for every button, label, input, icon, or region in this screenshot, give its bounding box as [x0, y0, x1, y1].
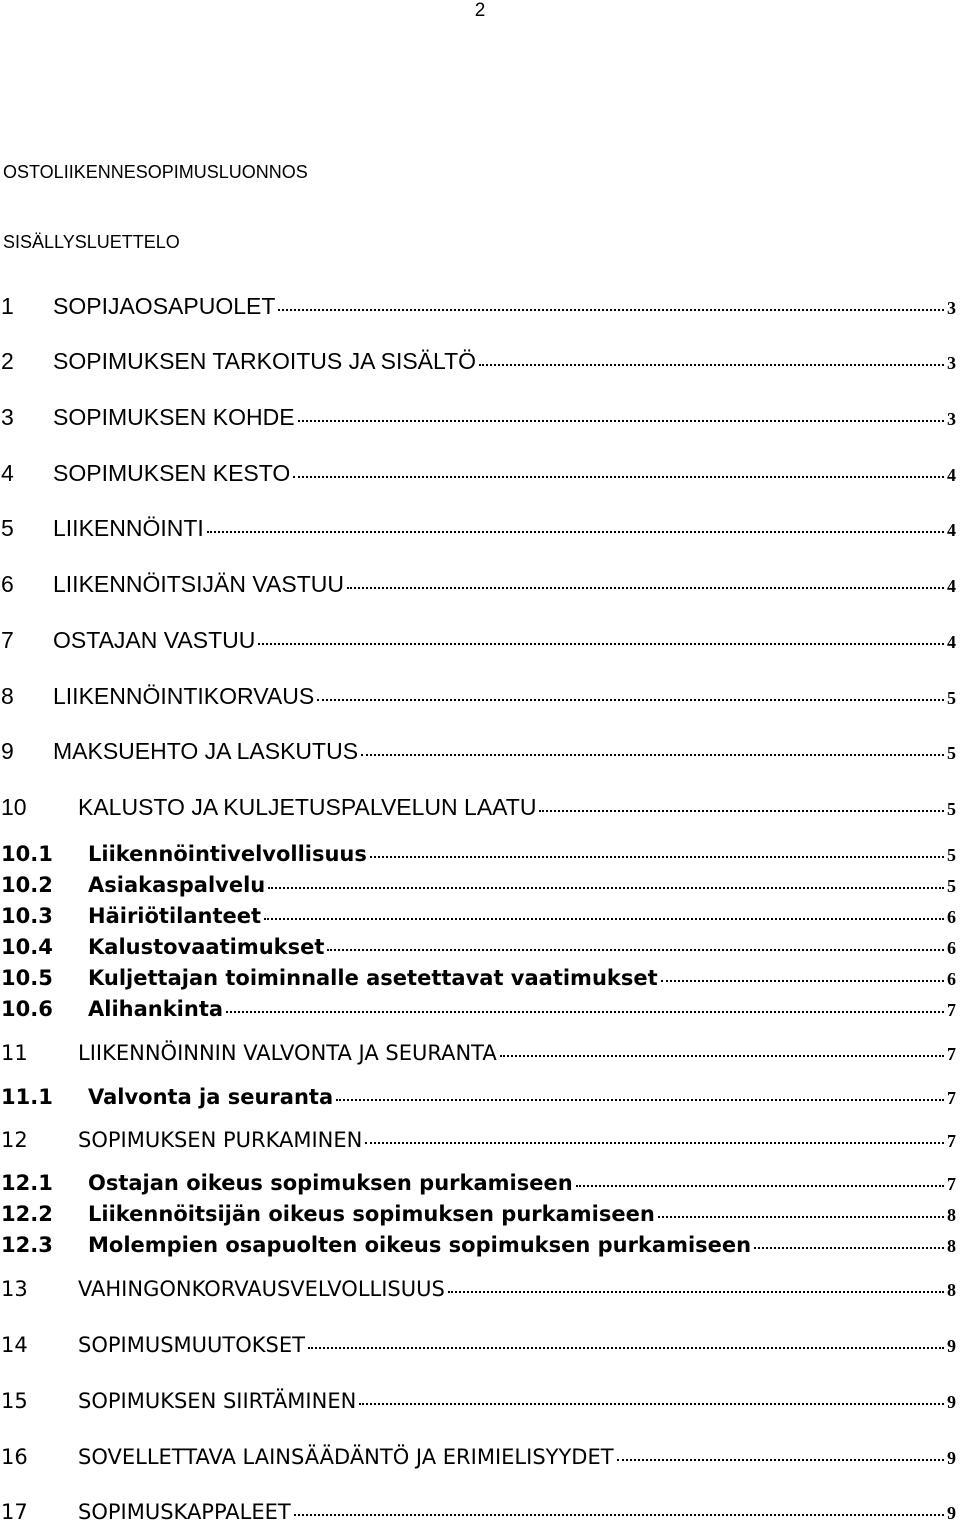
dot-leader [226, 1011, 944, 1013]
toc-entry-label: SOPIMUKSEN SIIRTÄMINEN [78, 1389, 357, 1413]
toc-entry-label: Asiakaspalvelu [88, 873, 266, 897]
document-title: OSTOLIIKENNESOPIMUSLUONNOS [3, 162, 308, 182]
dot-leader [500, 1055, 944, 1057]
dot-leader [479, 364, 944, 366]
toc-entry[interactable] [0, 291, 956, 323]
toc-entry[interactable] [0, 513, 956, 545]
toc-entry-number: 17 [1, 1500, 28, 1524]
toc-entry-label: VAHINGONKORVAUSVELVOLLISUUS [78, 1277, 445, 1301]
toc-entry[interactable] [0, 681, 956, 713]
dot-leader [308, 1347, 944, 1349]
toc-entry-label: Kuljettajan toiminnalle asetettavat vaatimukset [88, 966, 658, 990]
toc-entry-number: 4 [1, 460, 14, 486]
dot-leader [317, 699, 944, 701]
toc-entry-number: 10.5 [1, 966, 53, 990]
toc-entry-number: 13 [1, 1277, 28, 1301]
toc-entry-label: Molempien osapuolten oikeus sopimuksen purkamiseen [88, 1233, 752, 1257]
toc-entry-number: 8 [1, 683, 14, 709]
toc-entry-label: Kalustovaatimukset [88, 935, 325, 959]
toc-entry-page: 9 [947, 1503, 956, 1523]
toc-entry-page: 8 [947, 1236, 956, 1256]
toc-entry-label: SOVELLETTAVA LAINSÄÄDÄNTÖ JA ERIMIELISYYDET [78, 1445, 614, 1469]
toc-entry-number: 10.4 [1, 935, 53, 959]
toc-entry-page: 4 [947, 465, 956, 485]
toc-entry-label: Liikennöintivelvollisuus [88, 842, 367, 866]
dot-leader [268, 887, 944, 889]
dot-leader [617, 1459, 944, 1461]
toc-entry-label: MAKSUEHTO JA LASKUTUS [53, 738, 359, 764]
toc-entry[interactable] [0, 1330, 956, 1361]
toc-entry[interactable] [0, 1231, 956, 1260]
toc-entry-label: Valvonta ja seuranta [88, 1085, 334, 1109]
toc-entry[interactable] [0, 458, 956, 490]
toc-entry[interactable] [0, 1038, 956, 1069]
toc-entry-number: 1 [1, 293, 14, 319]
toc-entry-label: LIIKENNÖINTI [53, 515, 204, 541]
toc-entry[interactable] [0, 964, 956, 993]
toc-entry-page: 9 [947, 1336, 956, 1356]
toc-entry-page: 7 [947, 1044, 956, 1064]
dot-leader [361, 754, 944, 756]
toc-entry-page: 7 [947, 1174, 956, 1194]
toc-entry-number: 16 [1, 1445, 28, 1469]
toc-entry-number: 11.1 [1, 1085, 53, 1109]
toc-entry-number: 12.2 [1, 1202, 53, 1226]
toc-entry[interactable] [0, 402, 956, 434]
dot-leader [448, 1291, 944, 1293]
toc-entry-page: 6 [947, 938, 956, 958]
page-number: 2 [474, 0, 486, 21]
toc-entry-label: SOPIJAOSAPUOLET [53, 293, 276, 319]
toc-entry[interactable] [0, 1442, 956, 1473]
toc-heading: SISÄLLYSLUETTELO [3, 232, 180, 252]
toc-entry-page: 8 [947, 1280, 956, 1300]
toc-entry-page: 6 [947, 907, 956, 927]
toc-entry-page: 7 [947, 1131, 956, 1151]
toc-entry[interactable] [0, 569, 956, 601]
toc-entry[interactable] [0, 1386, 956, 1417]
dot-leader [278, 309, 944, 311]
toc-entry-number: 10.1 [1, 842, 53, 866]
toc-entry-page: 9 [947, 1392, 956, 1412]
toc-entry[interactable] [0, 995, 956, 1024]
toc-entry-label: SOPIMUKSEN KOHDE [53, 404, 295, 430]
toc-entry[interactable] [0, 840, 956, 869]
toc-entry-page: 3 [947, 298, 956, 318]
toc-entry-label: SOPIMUKSEN TARKOITUS JA SISÄLTÖ [53, 348, 477, 374]
toc-entry[interactable] [0, 902, 956, 931]
toc-entry-number: 2 [1, 348, 14, 374]
toc-entry-label: KALUSTO JA KULJETUSPALVELUN LAATU [78, 794, 537, 820]
toc-entry-number: 12 [1, 1128, 28, 1152]
dot-leader [370, 856, 944, 858]
dot-leader [298, 420, 944, 422]
toc-entry[interactable] [0, 1125, 956, 1156]
toc-entry-label: Alihankinta [88, 997, 224, 1021]
dot-leader [359, 1403, 944, 1405]
toc-entry-number: 9 [1, 738, 14, 764]
toc-entry-page: 4 [947, 520, 956, 540]
toc-entry-label: Häiriötilanteet [88, 904, 262, 928]
toc-entry-label: Liikennöitsijän oikeus sopimuksen purkamiseen [88, 1202, 655, 1226]
dot-leader [293, 476, 944, 478]
toc-entry-page: 4 [947, 632, 956, 652]
toc-entry[interactable] [0, 792, 956, 824]
toc-entry-number: 12.3 [1, 1233, 53, 1257]
toc-entry[interactable] [0, 933, 956, 962]
dot-leader [347, 587, 944, 589]
toc-entry-number: 12.1 [1, 1171, 53, 1195]
dot-leader [327, 949, 944, 951]
toc-entry-page: 7 [947, 1000, 956, 1020]
toc-entry-number: 5 [1, 515, 14, 541]
toc-entry-page: 7 [947, 1088, 956, 1108]
toc-entry-label: LIIKENNÖINTIKORVAUS [53, 683, 315, 709]
toc-entry-number: 10.2 [1, 873, 53, 897]
toc-entry-label: LIIKENNÖITSIJÄN VASTUU [53, 571, 344, 597]
toc-entry[interactable] [0, 346, 956, 378]
toc-entry[interactable] [0, 1083, 956, 1112]
dot-leader [365, 1142, 944, 1144]
dot-leader [539, 810, 944, 812]
toc-entry-label: SOPIMUKSEN PURKAMINEN [78, 1128, 363, 1152]
toc-entry-label: OSTAJAN VASTUU [53, 627, 256, 653]
toc-entry-page: 5 [947, 799, 956, 819]
toc-entry-label: SOPIMUSMUUTOKSET [78, 1333, 305, 1357]
toc-entry-number: 11 [1, 1041, 28, 1065]
toc-entry-page: 5 [947, 876, 956, 896]
toc-entry[interactable] [0, 1497, 956, 1528]
toc-entry-label: Ostajan oikeus sopimuksen purkamiseen [88, 1171, 573, 1195]
toc-entry-page: 5 [947, 845, 956, 865]
toc-entry-page: 5 [947, 743, 956, 763]
toc-entry-page: 5 [947, 688, 956, 708]
toc-entry-label: LIIKENNÖINNIN VALVONTA JA SEURANTA [78, 1041, 497, 1065]
toc-entry[interactable] [0, 1274, 956, 1305]
toc-entry-page: 8 [947, 1205, 956, 1225]
toc-entry[interactable] [0, 736, 956, 768]
toc-entry[interactable] [0, 625, 956, 657]
dot-leader [207, 531, 944, 533]
dot-leader [336, 1099, 944, 1101]
dot-leader [661, 980, 944, 982]
toc-entry-number: 6 [1, 571, 14, 597]
dot-leader [294, 1514, 944, 1516]
toc-entry-number: 14 [1, 1333, 28, 1357]
toc-entry-number: 10.3 [1, 904, 53, 928]
toc-entry[interactable] [0, 1200, 956, 1229]
dot-leader [658, 1216, 944, 1218]
toc-entry-number: 10 [1, 794, 27, 820]
toc-entry-page: 3 [947, 353, 956, 373]
toc-entry-label: SOPIMUKSEN KESTO [53, 460, 291, 486]
toc-entry-number: 15 [1, 1389, 28, 1413]
toc-entry-page: 4 [947, 576, 956, 596]
toc-entry-number: 10.6 [1, 997, 53, 1021]
dot-leader [576, 1185, 944, 1187]
toc-entry-page: 3 [947, 409, 956, 429]
dot-leader [264, 918, 944, 920]
dot-leader [258, 643, 944, 645]
toc-entry-number: 7 [1, 627, 14, 653]
toc-entry-label: SOPIMUSKAPPALEET [78, 1500, 291, 1524]
toc-entry-page: 6 [947, 969, 956, 989]
toc-entry[interactable] [0, 871, 956, 900]
toc-entry[interactable] [0, 1169, 956, 1198]
toc-entry-number: 3 [1, 404, 14, 430]
toc-entry-page: 9 [947, 1448, 956, 1468]
dot-leader [754, 1247, 944, 1249]
